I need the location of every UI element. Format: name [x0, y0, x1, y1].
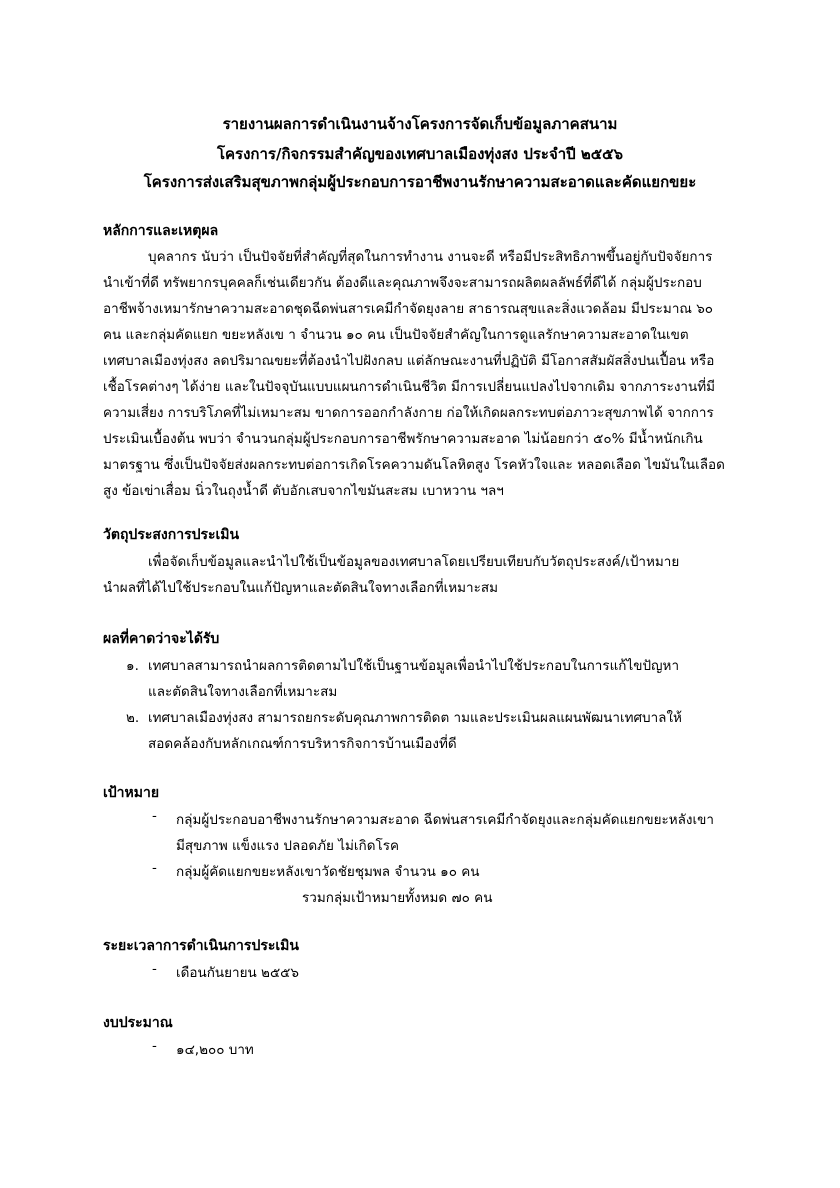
expected-item-number: ๒. — [126, 710, 140, 726]
bullet-dash: - — [152, 1038, 157, 1054]
expected-item-text: เทศบาลสามารถนำผลการติดตามไปใช้เป็นฐานข้อมูลเพื่อนำไปใช้ประกอบในการแก้ไขปัญหา — [148, 658, 680, 674]
principles-line: คน และกลุ่มคัดแยก ขยะหลังเข า จำนวน ๑๐ คน เป็นปัจจัยสำคัญในการดูแลรักษาความสะอาดในเขต — [103, 327, 689, 343]
principles-line: สูง ข้อเข่าเสื่อม นิ่วในถุงน้ำดี ตับอักเสบจากไขมันสะสม เบาหวาน ฯลฯ — [103, 483, 504, 499]
bullet-dash: - — [152, 961, 157, 977]
principles-line: บุคลากร นับว่า เป็นปัจจัยที่สำคัญที่สุดในการทำงาน งานจะดี หรือมีประสิทธิภาพขึ้นอยู่กับปัจจัยการ — [148, 249, 713, 265]
principles-heading: หลักการและเหตุผล — [103, 223, 219, 239]
target-item-text: กลุ่มผู้ประกอบอาชีพงานรักษาความสะอาด ฉีดพ่นสารเคมีกำจัดยุงและกลุ่มคัดแยกขยะหลังเขา — [176, 812, 714, 828]
report-subtitle: โครงการ/กิจกรรมสำคัญของเทศบาลเมืองทุ่งสง ประจำปี ๒๕๕๖ — [216, 145, 624, 163]
objectives-heading: วัตถุประสงการประเมิน — [103, 527, 240, 543]
principles-line: นำเข้าที่ดี ทรัพยากรบุคคลก็เช่นเดียวกัน ต้องดีและคุณภาพจึงจะสามารถผลิตผลลัพธ์ที่ดีได้ กลุ่มผู้ประกอบ — [103, 275, 702, 291]
principles-line: ประเมินเบื้องต้น พบว่า จำนวนกลุ่มผู้ประกอบการอาชีพรักษาความสะอาด ไม่น้อยกว่า ๕๐% มีน้ำหนักเกิน — [103, 431, 703, 447]
bullet-dash: - — [152, 808, 157, 824]
targets-total: รวมกลุ่มเป้าหมายทั้งหมด ๗๐ คน — [302, 890, 493, 906]
expected-item-text: และตัดสินใจทางเลือกที่เหมาะสม — [148, 684, 338, 700]
bullet-dash: - — [152, 860, 157, 876]
principles-line: ความเสี่ยง การบริโภคที่ไม่เหมาะสม ขาดการออกกำลังกาย ก่อให้เกิดผลกระทบต่อภาวะสุขภาพได้ จากการ — [103, 405, 714, 421]
period-heading: ระยะเวลาการดำเนินการประเมิน — [103, 938, 299, 954]
objectives-line: นำผลที่ได้ไปใช้ประกอบในแก้ปัญหาและตัดสินใจทางเลือกที่เหมาะสม — [103, 580, 498, 596]
targets-heading: เป้าหมาย — [103, 785, 160, 801]
budget-value: ๑๔,๒๐๐ บาท — [176, 1042, 254, 1058]
objectives-line: เพื่อจัดเก็บข้อมูลและนำไปใช้เป็นข้อมูลของเทศบาลโดยเปรียบเทียบกับวัตถุประสงค์/เป้าหมาย — [148, 554, 680, 570]
target-item-text: มีสุขภาพ แข็งแรง ปลอดภัย ไม่เกิดโรค — [176, 838, 399, 854]
project-title: โครงการส่งเสริมสุขภาพกลุ่มผู้ประกอบการอาชีพงานรักษาความสะอาดและคัดแยกขยะ — [143, 173, 697, 191]
budget-heading: งบประมาณ — [103, 1015, 173, 1031]
principles-line: เชื้อโรคต่างๆ ได้ง่าย และในปัจจุบันแบบแผนการดำเนินชีวิต มีการเปลี่ยนแปลงไปจากเดิม จากภาระงานที่มี — [103, 379, 716, 395]
principles-line: อาชีพจ้างเหมารักษาความสะอาดชุดฉีดพ่นสารเคมีกำจัดยุงลาย สาธารณสุขและสิ่งแวดล้อม มีประมาณ ๖๐ — [103, 301, 714, 317]
principles-line: เทศบาลเมืองทุ่งสง ลดปริมาณขยะที่ต้องนำไปฝังกลบ แต่ลักษณะงานที่ปฏิบัติ มีโอกาสสัมผัสสิ่งปนเปื้อน หรือ — [103, 353, 715, 369]
target-item-text: กลุ่มผู้คัดแยกขยะหลังเขาวัดชัยชุมพล จำนวน ๑๐ คน — [176, 864, 480, 880]
expected-heading: ผลที่คาดว่าจะได้รับ — [103, 631, 220, 647]
expected-item-text: สอดคล้องกับหลักเกณฑ์การบริหารกิจการบ้านเมืองที่ดี — [148, 736, 457, 752]
principles-line: มาตรฐาน ซึ่งเป็นปัจจัยส่งผลกระทบต่อการเกิดโรคความดันโลหิตสูง โรคหัวใจและ หลอดเลือด ไขมันในเลือด — [103, 457, 725, 473]
expected-item-number: ๑. — [126, 658, 139, 674]
period-value: เดือนกันยายน ๒๕๕๖ — [176, 965, 299, 981]
expected-item-text: เทศบาลเมืองทุ่งสง สามารถยกระดับคุณภาพการติดต ามและประเมินผลแผนพัฒนาเทศบาลให้ — [148, 710, 682, 726]
report-title: รายงานผลการดำเนินงานจ้างโครงการจัดเก็บข้อมูลภาคสนาม — [222, 115, 618, 133]
